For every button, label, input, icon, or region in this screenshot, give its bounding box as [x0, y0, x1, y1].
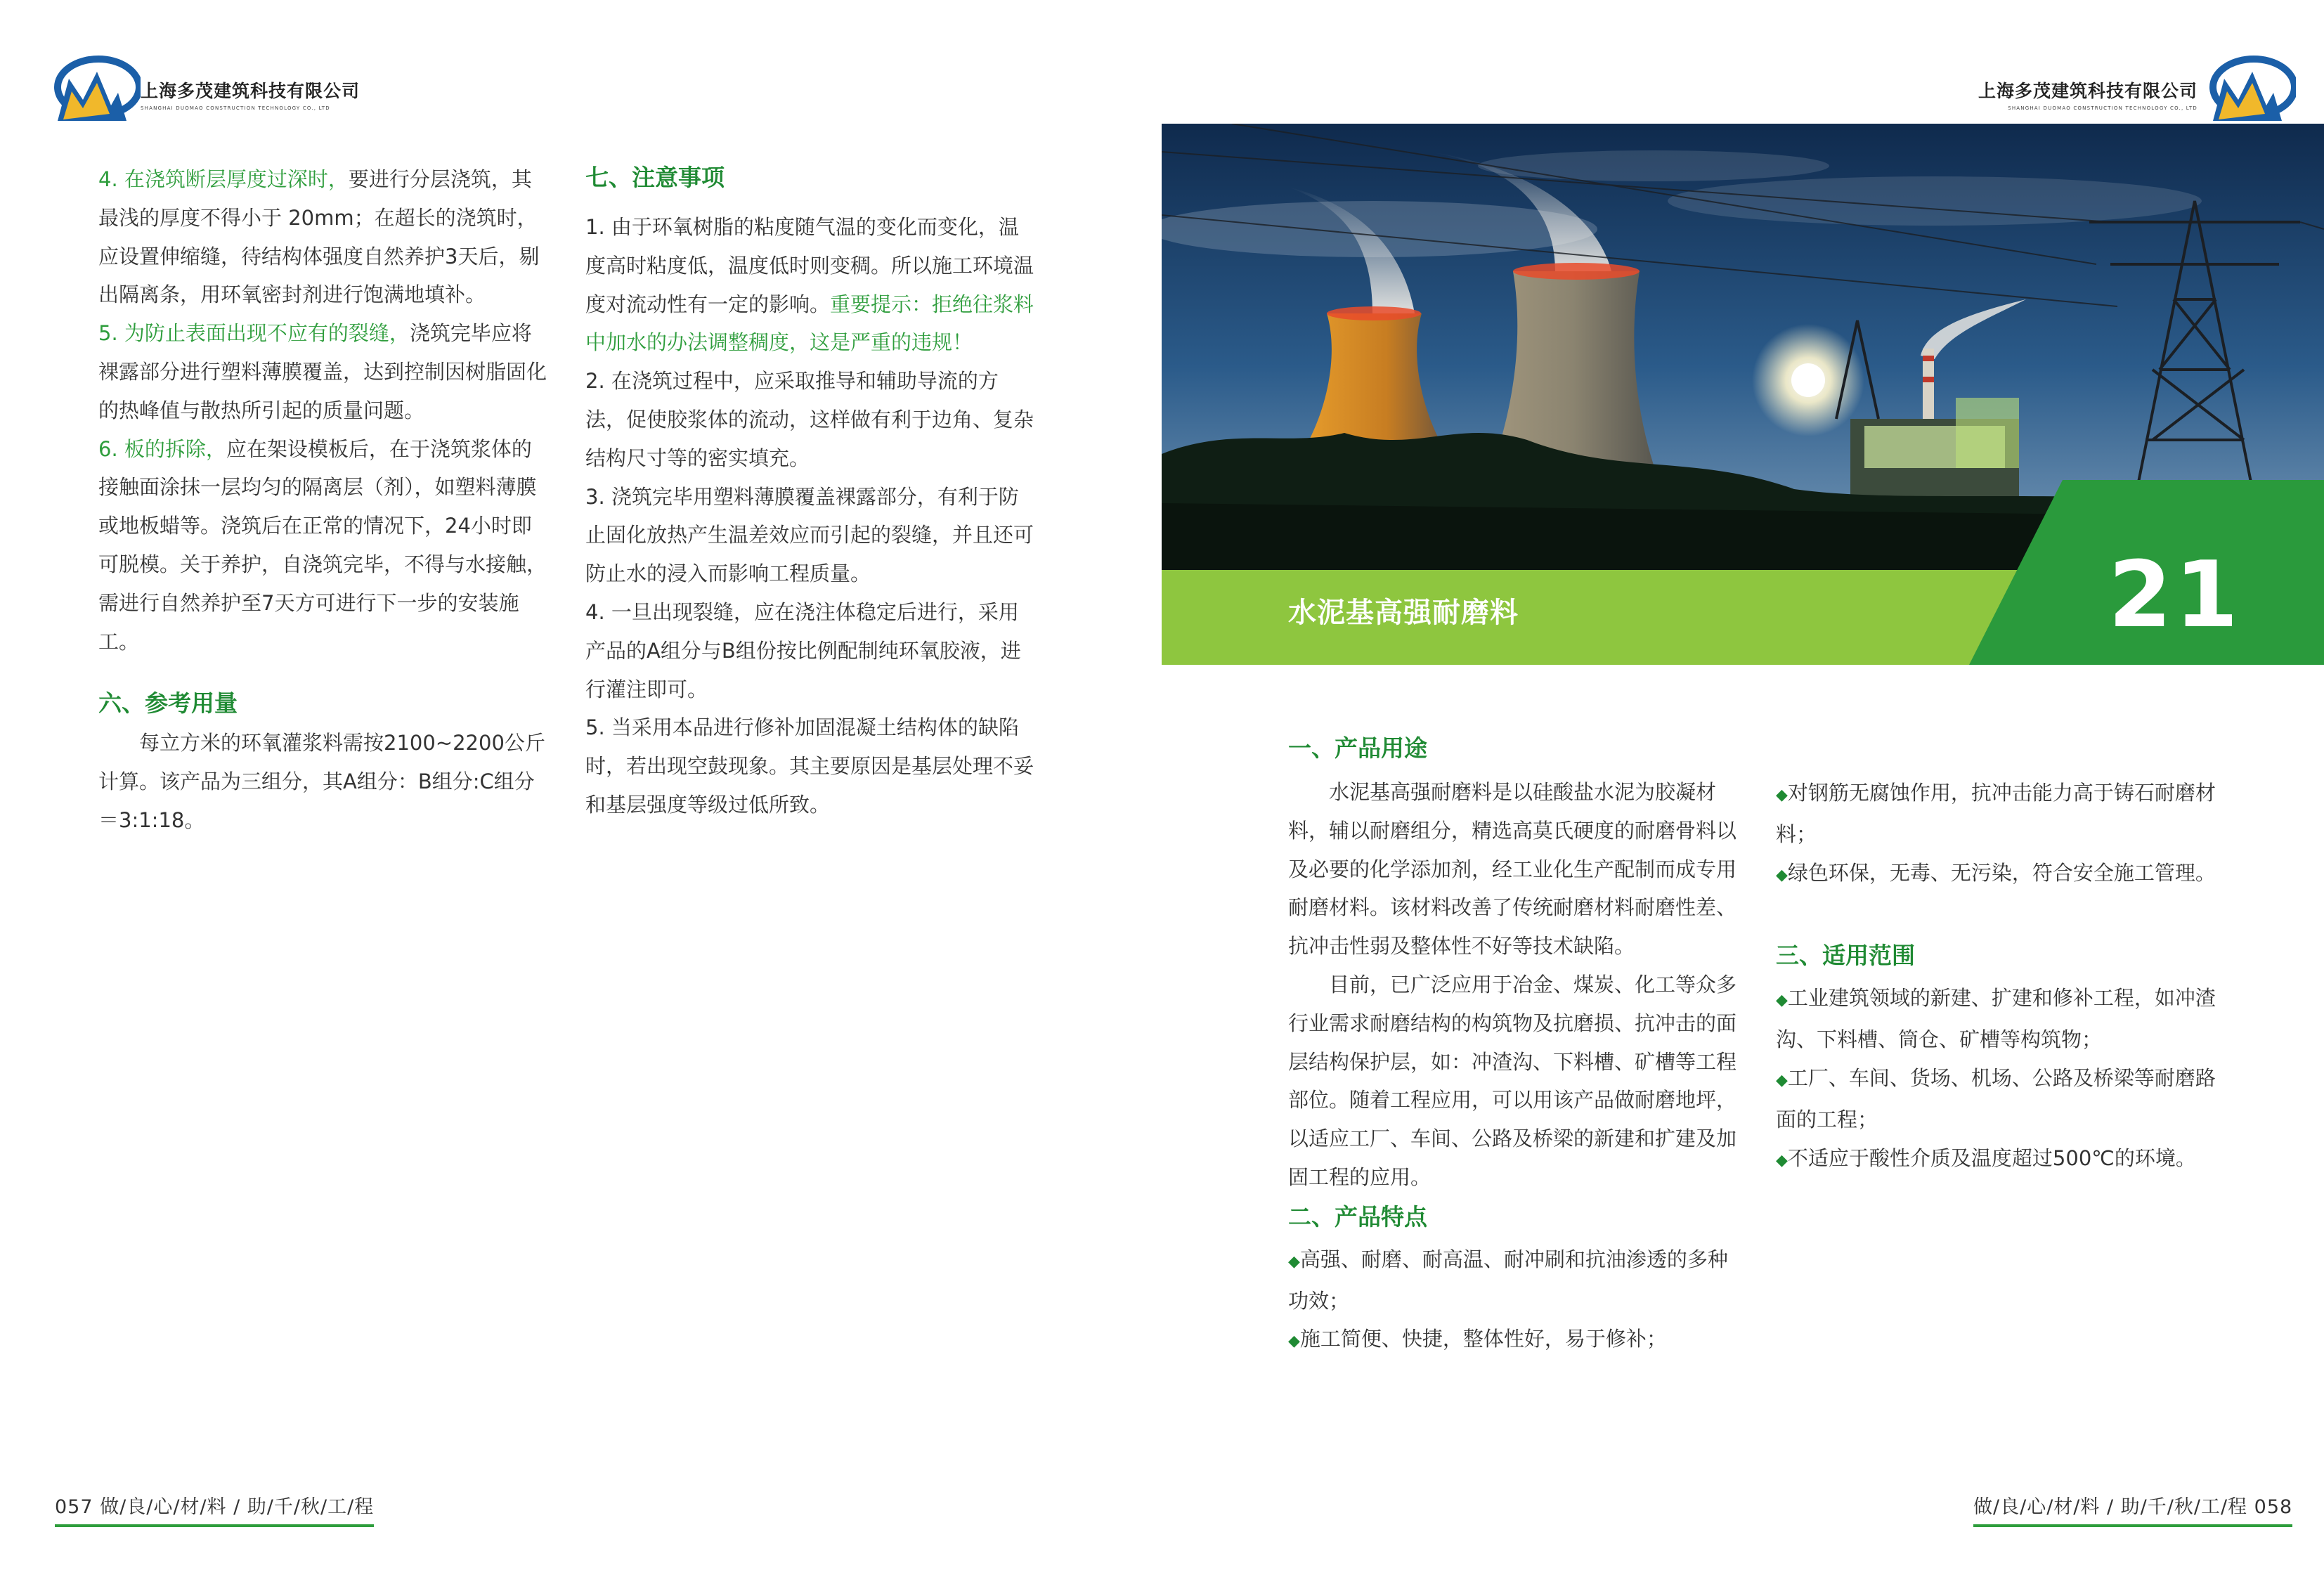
usage-paragraph-1: 水泥基高强耐磨料是以硅酸盐水泥为胶凝材料，辅以耐磨组分，精选高莫氏硬度的耐磨骨料以及必要的化学添加剂，经工业化生产配制而成专用耐磨材料。该材料改善了传统耐磨材料耐磨性差、抗冲击性弱及整体性不好等技术缺陷。 — [1288, 780, 1737, 959]
scope-text: 工厂、车间、货场、机场、公路及桥梁等耐磨路面的工程； — [1776, 1065, 2216, 1131]
paragraph-item-4 — [98, 160, 548, 314]
usage-paragraph-2: 目前，已广泛应用于冶金、煤炭、化工等众多行业需求耐磨结构的构筑物及抗磨损、抗冲击的面层结构保护层，如：冲渣沟、下料槽、矿槽等工程部位。随着工程应用，可以用该产品做耐磨地坪，以适应工厂、车间、公路及桥梁的新建和扩建及加固工程的应用。 — [1288, 972, 1737, 1189]
item-4-body: 要进行分层浇筑，其最浅的厚度不得小于 20mm；在超长的浇筑时，应设置伸缩缝，待结构体强度自然养护3天后，剔出隔离条，用环氧密封剂进行饱满地填补。 — [98, 167, 540, 307]
footer-slogan: 做/良/心/材/料 / 助/千/秋/工/程 — [100, 1496, 375, 1518]
item-6-title: 6. 板的拆除， — [98, 436, 226, 461]
section-2-heading: 二、产品特点 — [1288, 1202, 1427, 1231]
brand-name-en: SHANGHAI DUOMAO CONSTRUCTION TECHNOLOGY CO., LTD — [2008, 105, 2198, 111]
right-column-2 — [1776, 774, 2226, 1180]
feature-item — [1776, 774, 2226, 854]
right-footer — [1973, 1491, 2292, 1527]
page-number: 058 — [2254, 1496, 2293, 1518]
feature-item — [1288, 1320, 1738, 1361]
scope-item — [1776, 1139, 2226, 1181]
right-column-1 — [1288, 728, 1738, 1361]
feature-text: 对钢筋无腐蚀作用，抗冲击能力高于铸石耐磨材料； — [1776, 781, 2216, 846]
product-number: 21 — [2108, 541, 2241, 648]
item-5-title: 5. 为防止表面出现不应有的裂缝， — [98, 321, 410, 346]
item-6-body: 应在架设模板后，在于浇筑浆体的接触面涂抹一层均匀的隔离层（剂），如塑料薄膜或地板蜡等。浇筑后在正常的情况下，24小时即可脱模。关于养护，自浇筑完毕，不得与水接触，需进行自然养护至7天方可进行下一步的安装施工。 — [98, 436, 547, 654]
feature-item — [1776, 854, 2226, 895]
section-6-heading: 六、参考用量 — [98, 689, 238, 718]
notice-item-4: 4. 一旦出现裂缝，应在浇注体稳定后进行，采用产品的A组分与B组份按比例配制纯环氧胶液，进行灌注即可。 — [585, 599, 1021, 701]
paragraph-item-6 — [98, 430, 548, 661]
footer-underline — [1973, 1524, 2292, 1527]
scope-item — [1776, 979, 2226, 1059]
left-column-1 — [98, 160, 548, 840]
notice-item-3: 3. 浇筑完毕用塑料薄膜覆盖裸露部分，有利于防止固化放热产生温差效应而引起的裂缝，并且还可防止水的浸入而影响工程质量。 — [585, 484, 1034, 586]
notice-item-2: 2. 在浇筑过程中，应采取推导和辅助导流的方法，促使胶浆体的流动，这样做有利于边角、复杂结构尺寸等的密实填充。 — [585, 369, 1034, 470]
notice-item-1-body: 1. 由于环氧树脂的粘度随气温的变化而变化，温度高时粘度低，温度低时则变稠。所以施工环境温度对流动性有一定的影响。 — [585, 215, 1034, 316]
green-diamond-bullet-icon: ◆ — [1288, 1332, 1300, 1351]
scope-item — [1776, 1059, 2226, 1139]
duomao-logo-icon — [2198, 51, 2296, 128]
green-diamond-bullet-icon: ◆ — [1776, 786, 1788, 804]
item-4-title: 4. 在浇筑断层厚度过深时， — [98, 167, 349, 191]
left-column-2 — [585, 157, 1035, 824]
brand-name-cn: 上海多茂建筑科技有限公司 — [141, 81, 361, 101]
green-diamond-bullet-icon: ◆ — [1776, 1151, 1788, 1169]
paragraph-item-5 — [98, 314, 548, 429]
feature-item — [1288, 1240, 1738, 1320]
green-diamond-bullet-icon: ◆ — [1776, 866, 1788, 884]
section-6-body: 每立方米的环氧灌浆料需按2100~2200公斤计算。该产品为三组分，其A组分：B组分:C组分＝3:1:18。 — [98, 731, 545, 832]
feature-text: 绿色环保，无毒、无污染，符合安全施工管理。 — [1787, 860, 2216, 885]
page-number: 057 — [55, 1496, 93, 1518]
brand-name-cn: 上海多茂建筑科技有限公司 — [1978, 81, 2198, 101]
brand-name-en: SHANGHAI DUOMAO CONSTRUCTION TECHNOLOGY CO., LTD — [141, 105, 330, 111]
green-diamond-bullet-icon: ◆ — [1288, 1252, 1300, 1271]
footer-underline — [55, 1524, 374, 1527]
item-5-body: 浇筑完毕应将裸露部分进行塑料薄膜覆盖，达到控制因树脂固化的热峰值与散热所引起的质量问题。 — [98, 321, 547, 422]
notice-item-5: 5. 当采用本品进行修补加固混凝土结构体的缺陷时，若出现空鼓现象。其主要原因是基层处理不妥和基层强度等级过低所致。 — [585, 715, 1034, 817]
product-title: 水泥基高强耐磨料 — [1288, 597, 1519, 629]
footer-slogan: 做/良/心/材/料 / 助/千/秋/工/程 — [1973, 1496, 2248, 1518]
brand-logo-left — [42, 51, 360, 128]
duomao-logo-icon — [42, 51, 141, 128]
scope-text: 工业建筑领域的新建、扩建和修补工程，如冲渣沟、下料槽、筒仓、矿槽等构筑物； — [1776, 986, 2216, 1052]
important-warning: 重要提示：拒绝往浆料中加水的办法调整稠度，这是严重的违规！ — [585, 292, 1034, 355]
notice-item-1 — [585, 208, 1035, 362]
section-7-heading: 七、注意事项 — [585, 164, 725, 191]
green-diamond-bullet-icon: ◆ — [1776, 992, 1788, 1010]
section-1-heading: 一、产品用途 — [1288, 734, 1427, 762]
feature-text: 高强、耐磨、耐高温、耐冲刷和抗油渗透的多种功效； — [1288, 1247, 1728, 1313]
section-3-heading: 三、适用范围 — [1776, 942, 1915, 970]
brand-logo-right — [1978, 51, 2296, 128]
green-diamond-bullet-icon: ◆ — [1776, 1071, 1788, 1089]
scope-text: 不适应于酸性介质及温度超过500℃的环境。 — [1787, 1146, 2196, 1170]
left-footer — [55, 1491, 374, 1527]
feature-text: 施工简便、快捷，整体性好，易于修补； — [1299, 1327, 1667, 1351]
